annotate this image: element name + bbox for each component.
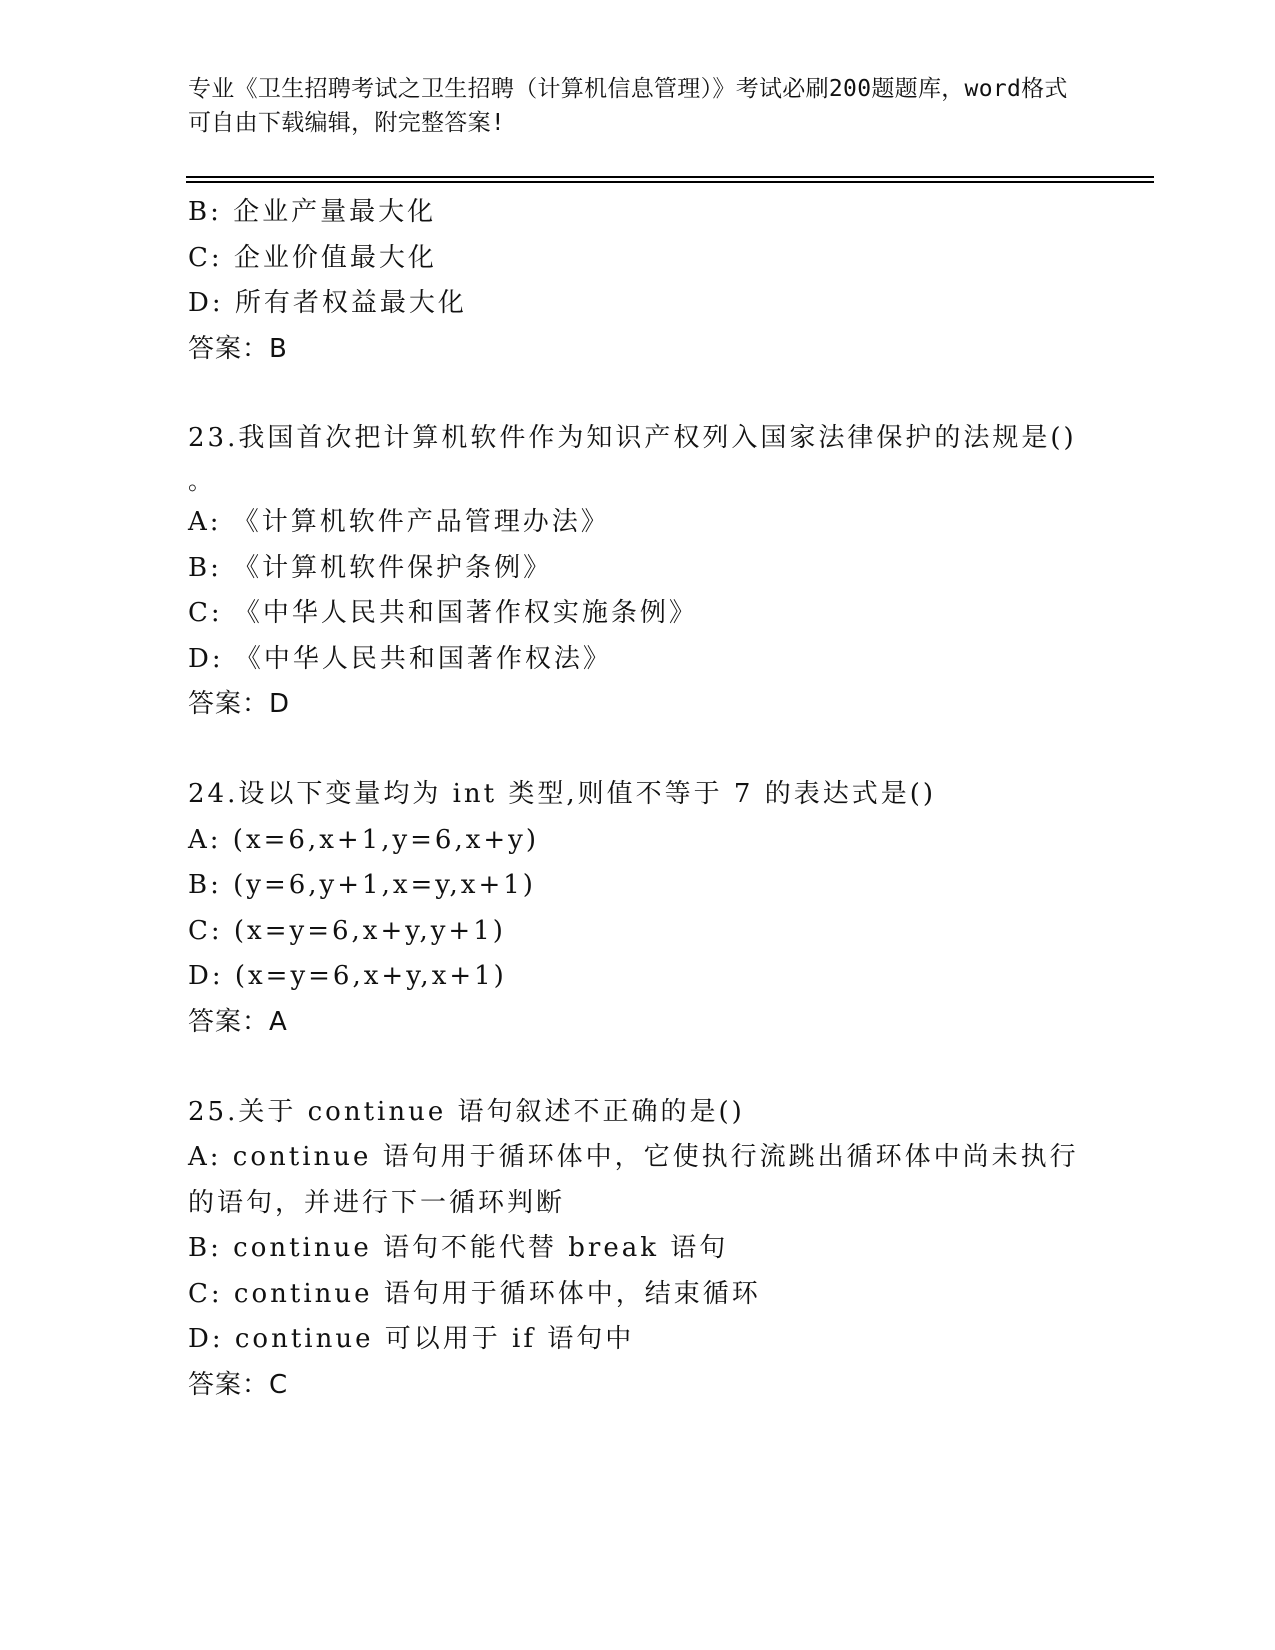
- question-text: 23.我国首次把计算机软件作为知识产权列入国家法律保护的法规是(): [188, 423, 1077, 454]
- spacer: [188, 1046, 1088, 1090]
- document-header: 专业《卫生招聘考试之卫生招聘（计算机信息管理）》考试必刷200题题库，word格式可自由下载编辑，附完整答案!: [188, 76, 1068, 136]
- question-text: 25.关于 continue 语句叙述不正确的是(): [188, 1096, 745, 1127]
- option-d: D: 《中华人民共和国著作权法》: [188, 643, 612, 674]
- option-c: C: continue 语句用于循环体中，结束循环: [188, 1278, 761, 1309]
- option-d: D: (x=y=6,x+y,x+1): [188, 961, 507, 992]
- option-c: C: (x=y=6,x+y,y+1): [188, 915, 506, 946]
- answer: 答案：B: [188, 333, 288, 364]
- question-list: [188, 190, 1088, 1409]
- option-b: B: (y=6,y+1,x=y,x+1): [188, 870, 536, 901]
- spacer: [188, 372, 1088, 416]
- option-a: A: 《计算机软件产品管理办法》: [188, 506, 610, 537]
- answer: 答案：C: [188, 1370, 289, 1401]
- question-text: 24.设以下变量均为 int 类型,则值不等于 7 的表达式是(): [188, 778, 937, 809]
- answer: 答案：A: [188, 1006, 288, 1037]
- spacer: [188, 728, 1088, 772]
- question-25: [188, 1090, 1088, 1409]
- header-divider-bottom: [186, 181, 1154, 183]
- answer: 答案：D: [188, 689, 291, 720]
- header-divider-top: [186, 176, 1154, 178]
- question-text-tail: 。: [188, 466, 215, 495]
- option-c: C: 企业价值最大化: [188, 242, 437, 273]
- question-24: [188, 772, 1088, 1046]
- option-b: B: 企业产量最大化: [188, 197, 437, 227]
- option-b: B: 《计算机软件保护条例》: [188, 552, 553, 583]
- question-23: [188, 416, 1088, 728]
- option-b: B: continue 语句不能代替 break 语句: [188, 1233, 729, 1264]
- option-d: D: continue 可以用于 if 语句中: [188, 1324, 635, 1355]
- option-c: C: 《中华人民共和国著作权实施条例》: [188, 598, 698, 629]
- option-d: D: 所有者权益最大化: [188, 288, 467, 319]
- option-a: A: continue 语句用于循环体中，它使执行流跳出循环体中尚未执行的语句，并进行下一循环判断: [188, 1142, 1079, 1218]
- option-a: A: (x=6,x+1,y=6,x+y): [188, 824, 540, 855]
- question-22: [188, 190, 1088, 372]
